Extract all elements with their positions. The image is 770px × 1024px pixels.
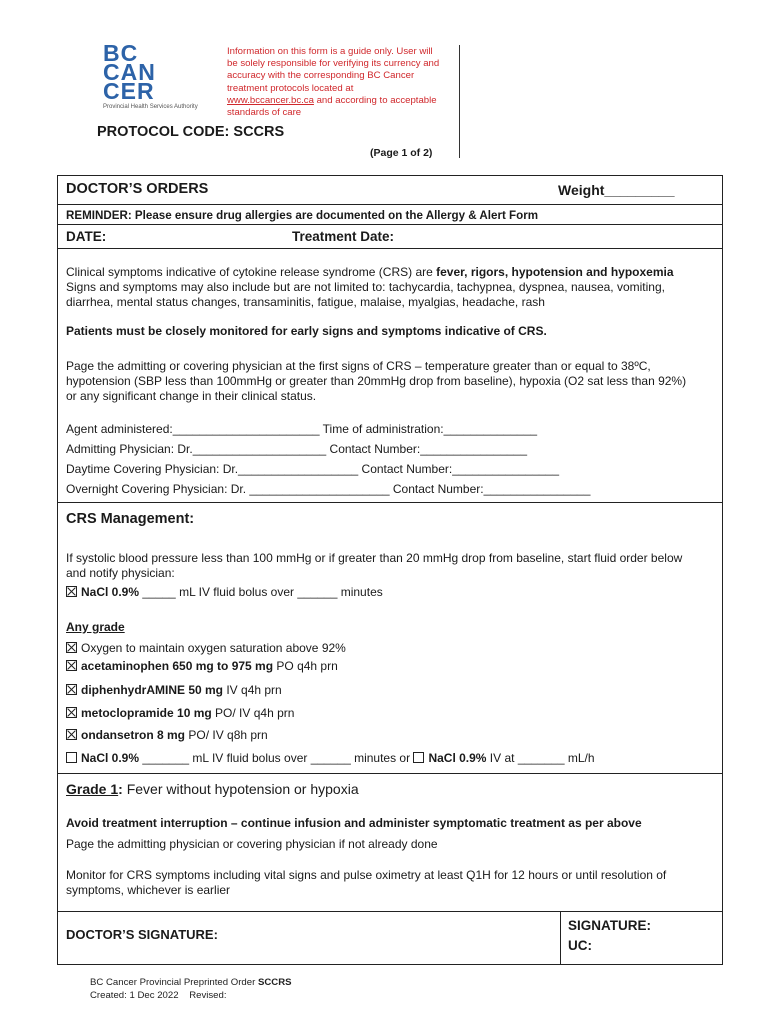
order-detail: _____ mL IV fluid bolus over ______ minutes (139, 585, 383, 599)
sbp-line-1: If systolic blood pressure less than 100 mmHg or if greater than 20 mmHg drop from baseline, start fluid order below (66, 551, 683, 565)
disclaimer (227, 46, 442, 119)
divider (58, 773, 722, 774)
page-line-2: hypotension (SBP less than 100mmHg or greater than 20mmHg drop from baseline), hypoxia (O2 sat less than 92%) (66, 374, 687, 388)
intro-text: Clinical symptoms indicative of cytokine release syndrome (CRS) are (66, 265, 437, 279)
disclaimer-text: Information on this form is a guide only. User will be solely responsible for verifying its currency and accuracy with the corresponding BC Cancer treatment protocols located at (227, 46, 440, 94)
drug-name: ondansetron 8 mg (81, 728, 186, 742)
admitting-physician-field[interactable]: Admitting Physician: Dr.____________________ Contact Number:________________ (66, 442, 528, 456)
nacl-bolus-order (66, 585, 383, 600)
divider (58, 224, 722, 225)
drug-name: metoclopramide 10 mg (81, 706, 212, 720)
page-admitting: Page the admitting physician or covering physician if not already done (66, 837, 438, 851)
order-detail: PO q4h prn (273, 659, 338, 673)
doctor-signature-field[interactable]: DOCTOR’S SIGNATURE: (66, 927, 218, 942)
avoid-interruption: Avoid treatment interruption – continue infusion and administer symptomatic treatment as per above (66, 816, 642, 830)
grade-label: Grade 1 (66, 781, 119, 797)
logo-subtitle: Provincial Health Services Authority (103, 104, 198, 110)
drug-name: NaCl 0.9% (428, 751, 487, 765)
intro-line-1 (66, 265, 674, 280)
drug-name: NaCl 0.9% (81, 751, 140, 765)
daytime-physician-field[interactable]: Daytime Covering Physician: Dr.__________________ Contact Number:________________ (66, 462, 560, 476)
footer-text: BC Cancer Provincial Preprinted Order (90, 977, 258, 988)
footer (90, 977, 292, 1002)
divider (58, 911, 722, 912)
doctors-orders-form (57, 175, 723, 965)
order-detail: IV at _______ mL/h (486, 751, 595, 765)
divider (58, 204, 722, 205)
bc-cancer-logo (103, 40, 223, 114)
checked-checkbox[interactable] (66, 642, 77, 653)
allergy-reminder: REMINDER: Please ensure drug allergies are documented on the Allergy & Alert Form (66, 209, 539, 222)
order-detail: PO/ IV q4h prn (211, 706, 295, 720)
order-detail: IV q4h prn (223, 683, 282, 697)
monitor-warning: Patients must be closely monitored for early signs and symptoms indicative of CRS. (66, 324, 547, 338)
footer-line-1 (90, 977, 292, 990)
checked-checkbox[interactable] (66, 660, 77, 671)
any-grade-heading: Any grade (66, 620, 125, 634)
divider (58, 502, 722, 503)
logo-line-1: BC (103, 40, 139, 66)
ondansetron-order (66, 728, 268, 743)
intro-line-3: diarrhea, mental status changes, transaminitis, fatigue, malaise, myalgias, headache, rash (66, 295, 545, 309)
page-line-3: or any significant change in their clinical status. (66, 389, 317, 403)
protocol-code: PROTOCOL CODE: SCCRS (97, 124, 285, 140)
weight-field[interactable]: Weight_________ (558, 182, 675, 198)
checked-checkbox[interactable] (66, 684, 77, 695)
drug-name: NaCl 0.9% (81, 585, 140, 599)
checked-checkbox[interactable] (66, 707, 77, 718)
intro-line-2: Signs and symptoms may also include but are not limited to: tachycardia, tachypnea, dyspnea, nausea, vomiting, (66, 280, 665, 294)
date-field[interactable]: DATE: (66, 229, 107, 244)
page-number: (Page 1 of 2) (370, 147, 433, 159)
intro-bold: fever, rigors, hypotension and hypoxemia (436, 265, 674, 279)
treatment-date-field[interactable]: Treatment Date: (292, 229, 395, 244)
crs-management-heading: CRS Management: (66, 511, 195, 527)
grade-1-heading (66, 782, 359, 797)
logo-line-2: CAN (103, 59, 156, 85)
form-title: DOCTOR’S ORDERS (66, 181, 209, 197)
signature-divider (560, 911, 561, 964)
monitor-line-1: Monitor for CRS symptoms including vital signs and pulse oximetry at least Q1H for 12 hours or until resolution of (66, 868, 667, 882)
divider (58, 248, 722, 249)
metoclopramide-order (66, 706, 294, 721)
footer-code: SCCRS (257, 977, 292, 988)
order-detail: Oxygen to maintain oxygen saturation above 92% (81, 641, 346, 655)
grade-colon: : (118, 781, 123, 797)
nacl-optional-order (66, 751, 595, 766)
footer-line-2: Created: 1 Dec 2022 Revised: (90, 989, 227, 1001)
drug-name: acetaminophen 650 mg to 975 mg (81, 659, 274, 673)
order-detail: PO/ IV q8h prn (185, 728, 268, 742)
page-line-1: Page the admitting or covering physician at the first signs of CRS – temperature greater than or equal to 38ºC, (66, 359, 651, 373)
uc-field[interactable]: UC: (568, 938, 592, 953)
diphenhydramine-order (66, 683, 282, 698)
bccancer-link[interactable]: www.bccancer.bc.ca (227, 94, 314, 106)
order-detail: _______ mL IV fluid bolus over ______ minutes or (139, 751, 414, 765)
unchecked-checkbox[interactable] (413, 752, 424, 763)
sbp-line-2: and notify physician: (66, 566, 175, 580)
checked-checkbox[interactable] (66, 586, 77, 597)
grade-text: Fever without hypotension or hypoxia (122, 781, 359, 797)
signature-field[interactable]: SIGNATURE: (568, 918, 651, 933)
agent-administered-field[interactable]: Agent administered:______________________ Time of administration:______________ (66, 422, 538, 436)
oxygen-order (66, 641, 346, 656)
monitor-line-2: symptoms, whichever is earlier (66, 883, 231, 897)
overnight-physician-field[interactable]: Overnight Covering Physician: Dr. _____________________ Contact Number:________________ (66, 482, 591, 496)
drug-name: diphenhydrAMINE 50 mg (81, 683, 224, 697)
checked-checkbox[interactable] (66, 729, 77, 740)
unchecked-checkbox[interactable] (66, 752, 77, 763)
acetaminophen-order (66, 659, 338, 674)
header-divider (459, 45, 460, 158)
disclaimer-text-end: and according to acceptable standards of care (227, 94, 437, 119)
logo-line-3: CER (103, 78, 155, 104)
